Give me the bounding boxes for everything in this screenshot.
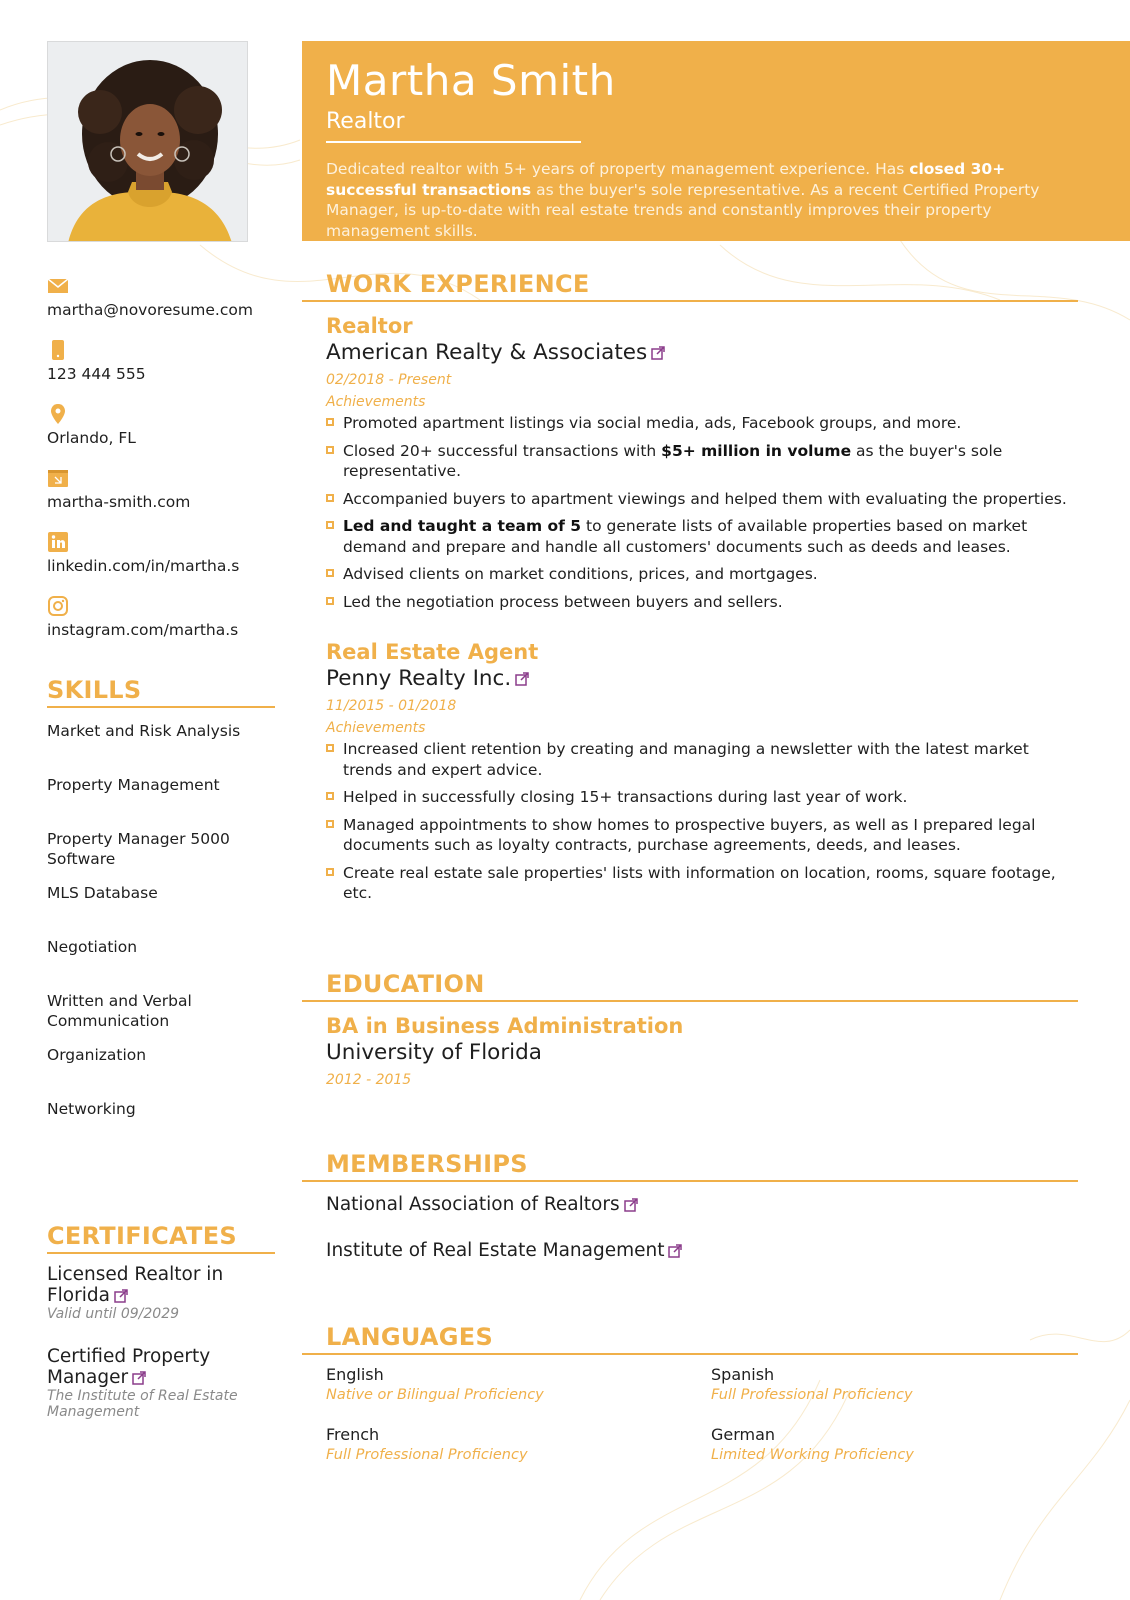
job-entry [302, 312, 1078, 612]
certificate-item [47, 1346, 275, 1420]
certificate-validity: Valid until 09/2029 [47, 1306, 180, 1322]
job-entry [302, 638, 1078, 904]
achievement-item: Helped in successfully closing 15+ transactions during last year of work. [326, 787, 1078, 808]
school-name: University of Florida [326, 1040, 542, 1065]
work-experience-heading: WORK EXPERIENCE [302, 270, 1078, 302]
profile-photo [47, 41, 248, 242]
job-dates: 02/2018 - Present [326, 372, 452, 388]
instagram-icon [47, 595, 69, 617]
memberships-section [302, 1150, 1078, 1264]
skill-item: MLS Database [47, 884, 158, 902]
skills-section [47, 676, 275, 1153]
skill-item: Property Manager 5000 Software [47, 830, 230, 868]
portrait-illustration [48, 42, 248, 242]
achievements-label: Achievements [326, 394, 426, 410]
achievement-item: Managed appointments to show homes to prospective buyers, as well as I prepared legal documents such as loyalty contracts, purchase agreements, deeds, and leases. [326, 815, 1078, 856]
skill-item: Property Management [47, 776, 220, 794]
contact-instagram[interactable] [47, 595, 275, 659]
certificates-heading: CERTIFICATES [47, 1222, 275, 1254]
job-company[interactable]: Penny Realty Inc. [326, 666, 1078, 692]
location-pin-icon [47, 403, 69, 425]
language-level: Full Professional Proficiency [711, 1387, 913, 1403]
certificate-name[interactable]: Certified Property Manager [47, 1346, 211, 1388]
external-link-icon[interactable] [624, 1198, 638, 1212]
memberships-heading: MEMBERSHIPS [302, 1150, 1078, 1182]
certificate-name[interactable]: Licensed Realtor in Florida [47, 1264, 224, 1306]
achievement-item: Increased client retention by creating and managing a newsletter with the latest market trends and expert advice. [326, 739, 1078, 780]
certificate-issuer: The Institute of Real Estate Management [47, 1388, 238, 1420]
contact-website-text: martha-smith.com [47, 493, 191, 511]
certificate-item [47, 1264, 275, 1322]
achievement-item: Promoted apartment listings via social media, ads, Facebook groups, and more. [326, 413, 1078, 434]
left-column [47, 41, 275, 659]
job-role: Realtor [326, 314, 413, 338]
contact-website[interactable] [47, 467, 275, 531]
achievement-item: Led the negotiation process between buyers and sellers. [326, 592, 1078, 613]
website-icon [47, 467, 69, 489]
language-item [711, 1365, 1096, 1405]
external-link-icon[interactable] [132, 1371, 146, 1385]
external-link-icon[interactable] [515, 672, 529, 686]
contact-linkedin[interactable] [47, 531, 275, 595]
language-name: Spanish [711, 1365, 775, 1384]
contact-instagram-text: instagram.com/martha.s [47, 621, 239, 639]
external-link-icon[interactable] [651, 346, 665, 360]
language-name: French [326, 1425, 380, 1444]
language-level: Limited Working Proficiency [711, 1447, 914, 1463]
language-item [711, 1425, 1096, 1465]
phone-icon [47, 339, 69, 361]
profile-summary: Dedicated realtor with 5+ years of property management experience. Has closed 30+ successful transactions as the buyer's sole representative. As a recent Certified Property Manager, is up-to-date with real estate trends and constantly improves their property management skills. [326, 160, 1040, 240]
education-section [302, 970, 1078, 1091]
degree-name: BA in Business Administration [326, 1014, 684, 1038]
contact-list [47, 275, 275, 659]
skill-item: Networking [47, 1100, 136, 1118]
certificates-section [47, 1222, 275, 1420]
languages-section [302, 1323, 1078, 1465]
linkedin-icon [47, 531, 69, 553]
contact-email-text: martha@novoresume.com [47, 301, 253, 319]
external-link-icon[interactable] [114, 1289, 128, 1303]
contact-email[interactable] [47, 275, 275, 339]
achievement-item: Led and taught a team of 5 to generate lists of available properties based on market demand and prepare and handle all customers' documents such as deeds and leases. [326, 516, 1078, 557]
skill-item: Written and Verbal Communication [47, 992, 192, 1030]
skills-heading: SKILLS [47, 676, 275, 708]
language-name: English [326, 1365, 384, 1384]
contact-phone-text: 123 444 555 [47, 365, 146, 383]
contact-location-text: Orlando, FL [47, 429, 136, 447]
languages-heading: LANGUAGES [302, 1323, 1078, 1355]
language-name: German [711, 1425, 776, 1444]
external-link-icon[interactable] [668, 1244, 682, 1258]
skill-item: Negotiation [47, 938, 138, 956]
skill-item: Organization [47, 1046, 147, 1064]
achievements-label: Achievements [326, 720, 426, 736]
job-role: Real Estate Agent [326, 640, 539, 664]
languages-list [302, 1365, 1078, 1465]
education-heading: EDUCATION [302, 970, 1078, 1002]
membership-item[interactable]: National Association of Realtors [302, 1192, 1078, 1218]
envelope-icon [47, 275, 69, 297]
achievement-item: Accompanied buyers to apartment viewings and helped them with evaluating the properties. [326, 489, 1078, 510]
person-name: Martha Smith [326, 56, 616, 105]
achievements-list [326, 739, 1078, 904]
language-item [326, 1425, 711, 1465]
skill-item: Market and Risk Analysis [47, 722, 241, 740]
achievements-list [326, 413, 1078, 612]
achievement-item: Create real estate sale properties' lists with information on location, rooms, square footage, etc. [326, 863, 1078, 904]
person-title: Realtor [326, 107, 581, 143]
header-banner [302, 41, 1130, 241]
membership-item[interactable]: Institute of Real Estate Management [302, 1238, 1078, 1264]
education-dates: 2012 - 2015 [326, 1072, 412, 1088]
language-level: Native or Bilingual Proficiency [326, 1387, 544, 1403]
achievement-item: Advised clients on market conditions, prices, and mortgages. [326, 564, 1078, 585]
work-experience-section [302, 270, 1078, 911]
job-dates: 11/2015 - 01/2018 [326, 698, 457, 714]
contact-location [47, 403, 275, 467]
skills-list [47, 721, 275, 1153]
contact-phone[interactable] [47, 339, 275, 403]
language-level: Full Professional Proficiency [326, 1447, 528, 1463]
language-item [326, 1365, 711, 1405]
education-entry [302, 1012, 1078, 1091]
achievement-item: Closed 20+ successful transactions with $5+ million in volume as the buyer's sole representative. [326, 441, 1078, 482]
job-company[interactable]: American Realty & Associates [326, 340, 1078, 366]
contact-linkedin-text: linkedin.com/in/martha.s [47, 557, 240, 575]
